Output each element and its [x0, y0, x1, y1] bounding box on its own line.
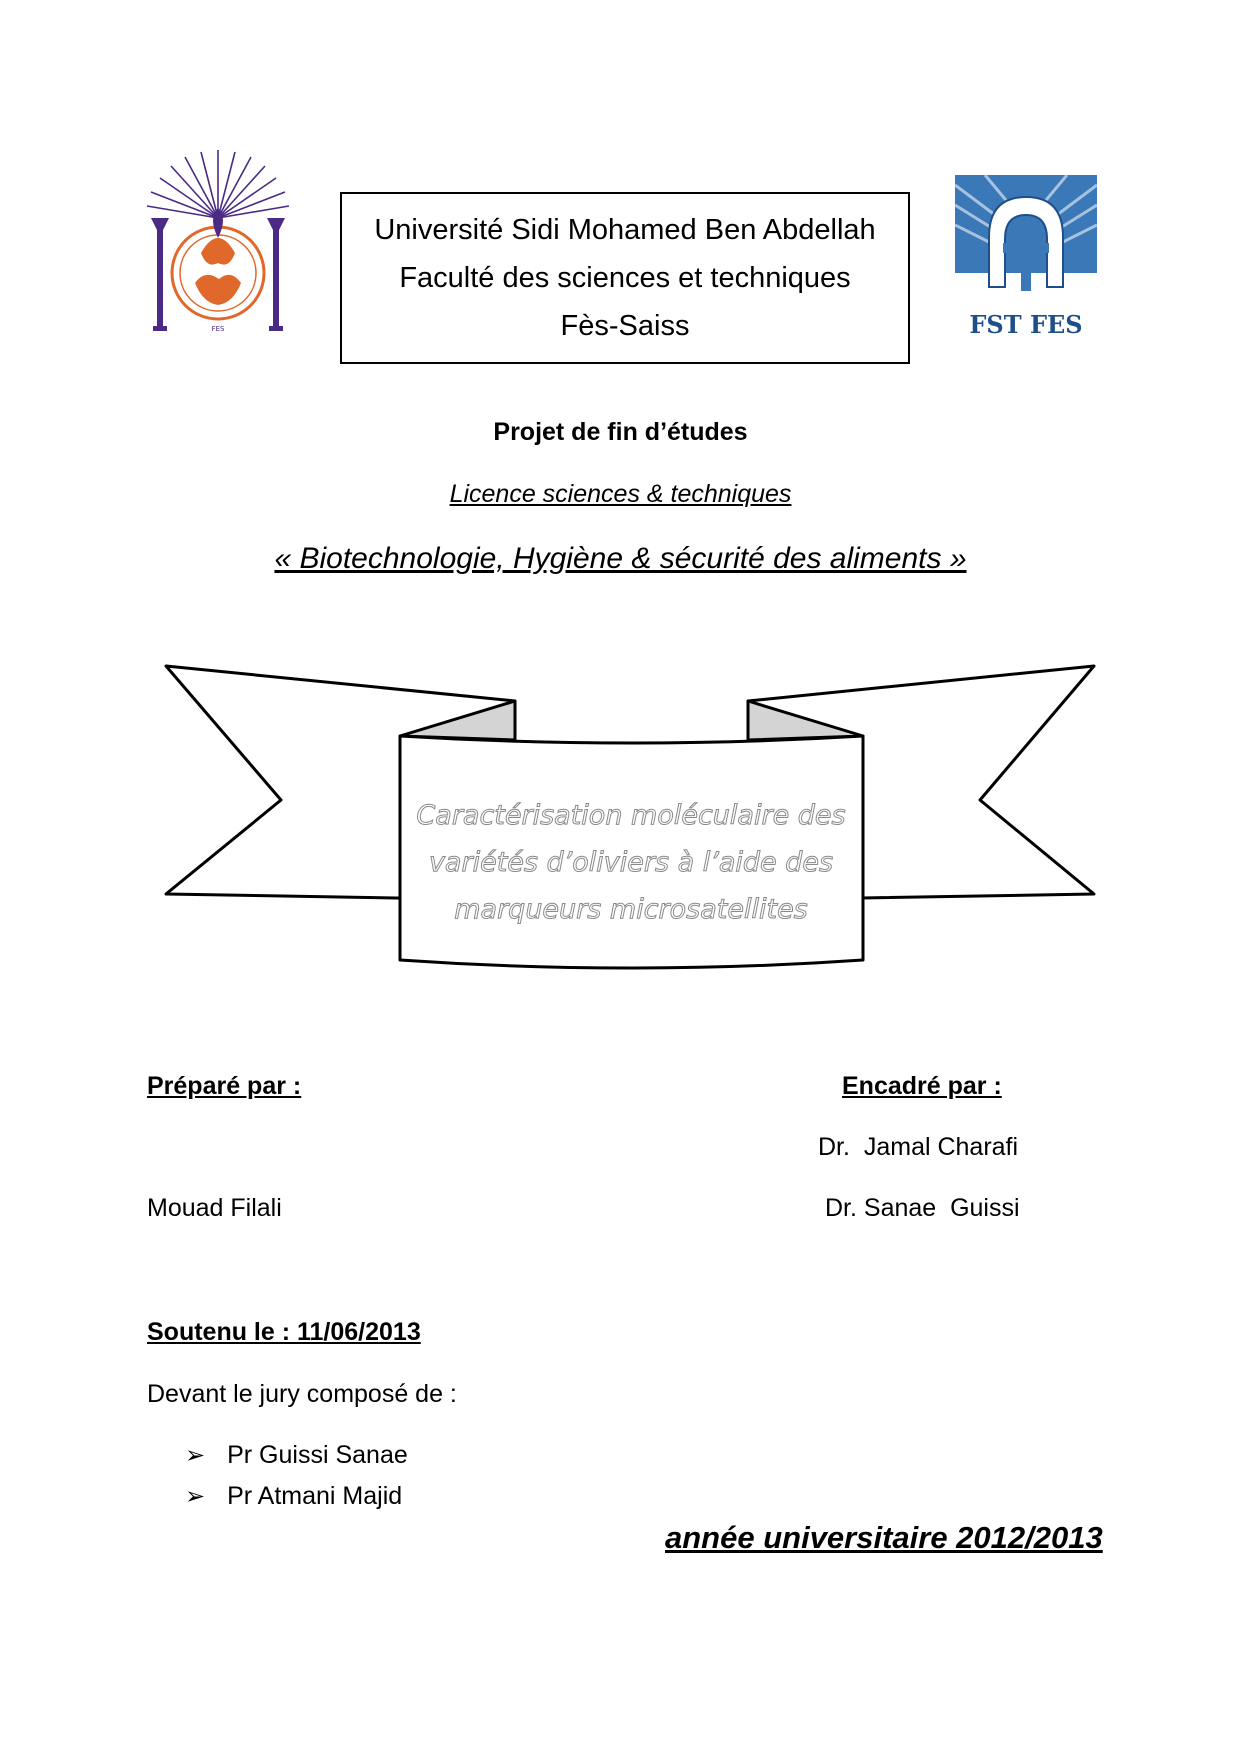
arrow-bullet-icon: ➢: [185, 1483, 206, 1510]
specialty-title: « Biotechnologie, Hygiène & sécurité des aliments »: [274, 542, 967, 575]
faculty-logo-text: FST FES: [969, 310, 1083, 339]
student-name: Mouad Filali: [147, 1194, 282, 1222]
svg-text:FES: FES: [211, 325, 225, 333]
jury-member: Pr Atmani Majid: [227, 1482, 403, 1510]
degree-title: Licence sciences & techniques: [449, 480, 792, 508]
university-logo: [143, 148, 293, 338]
list-item: [185, 1482, 402, 1511]
jury-member: Pr Guissi Sanae: [227, 1441, 408, 1469]
campus-name: Fès-Saiss: [560, 310, 690, 342]
supervised-by-label: Encadré par :: [842, 1072, 1002, 1100]
jury-intro: Devant le jury composé de :: [147, 1380, 457, 1408]
defense-date: Soutenu le : 11/06/2013: [147, 1318, 421, 1346]
prepared-by-label: Préparé par :: [147, 1072, 302, 1100]
ribbon-banner: [160, 660, 1100, 980]
thesis-title-line-1: Caractérisation moléculaire des: [416, 800, 846, 831]
thesis-title-line-3: marqueurs microsatellites: [454, 894, 808, 925]
faculty-name: Faculté des sciences et techniques: [399, 262, 851, 294]
university-name: Université Sidi Mohamed Ben Abdellah: [374, 214, 876, 246]
supervisor-1: Dr. Jamal Charafi: [818, 1133, 1019, 1161]
project-title: Projet de fin d’études: [493, 418, 748, 446]
supervisor-2: Dr. Sanae Guissi: [825, 1194, 1020, 1222]
university-header-box: [340, 192, 910, 364]
list-item: [185, 1441, 408, 1470]
faculty-logo: [955, 175, 1097, 345]
academic-year: année universitaire 2012/2013: [665, 1520, 1103, 1555]
thesis-title-line-2: variétés d’oliviers à l’aide des: [428, 847, 834, 878]
arrow-bullet-icon: ➢: [185, 1442, 206, 1469]
